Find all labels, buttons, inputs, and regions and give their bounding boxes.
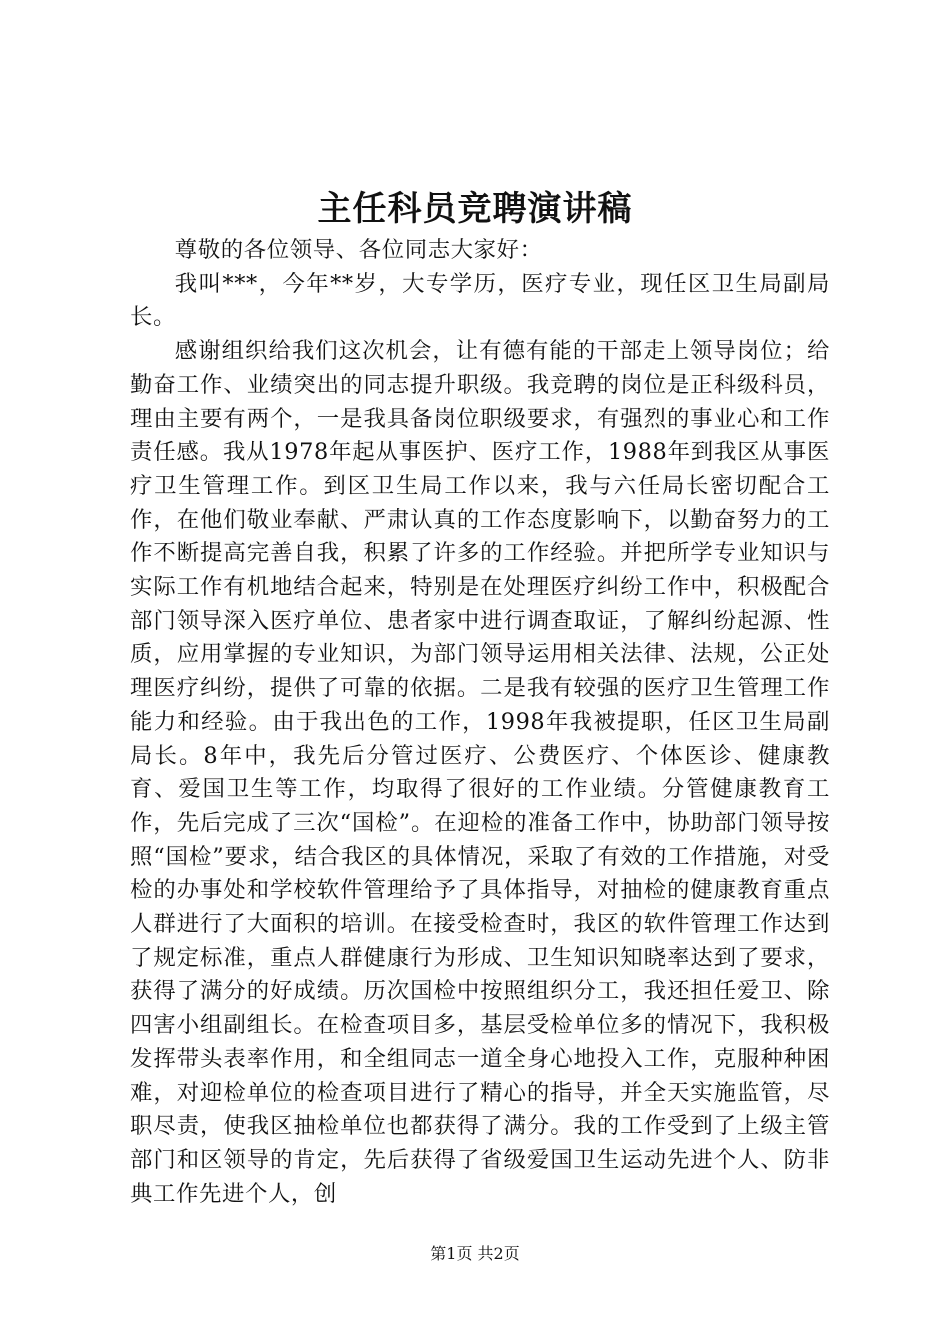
main-paragraph: 感谢组织给我们这次机会，让有德有能的干部走上领导岗位；给勤奋工作、业绩突出的同志提升职级。我竞聘的岗位是正科级科员，理由主要有两个，一是我具备岗位职级要求，有强烈的事业心和工作责任感。我从1978年起从事医护、医疗工作，1988年到我区从事医疗卫生管理工作。到区卫生局工作以来，我与六任局长密切配合工作，在他们敬业奉献、严肃认真的工作态度影响下，以勤奋努力的工作不断提高完善自我，积累了许多的工作经验。并把所学专业知识与实际工作有机地结合起来，特别是在处理医疗纠纷工作中，积极配合部门领导深入医疗单位、患者家中进行调查取证，了解纠纷起源、性质，应用掌握的专业知识，为部门领导运用相关法律、法规，公正处理医疗纠纷，提供了可靠的依据。二是我有较强的医疗卫生管理工作能力和经验。由于我出色的工作，1998年我被提职，任区卫生局副局长。8年中，我先后分管过医疗、公费医疗、个体医诊、健康教育、爱国卫生等工作，均取得了很好的工作业绩。分管健康教育工作，先后完成了三次“国检”。在迎检的准备工作中，协助部门领导按照“国检”要求，结合我区的具体情况，采取了有效的工作措施，对受检的办事处和学校软件管理给予了具体指导，对抽检的健康教育重点人群进行了大面积的培训。在接受检查时，我区的软件管理工作达到了规定标准，重点人群健康行为形成、卫生知识知晓率达到了要求，获得了满分的好成绩。历次国检中按照组织分工，我还担任爱卫、除四害小组副组长。在检查项目多，基层受检单位多的情况下，我积极发挥带头表率作用，和全组同志一道全身心地投入工作，克服种种困难，对迎检单位的检查项目进行了精心的指导，并全天实施监管，尽职尽责，使我区抽检单位也都获得了满分。我的工作受到了上级主管部门和区领导的肯定，先后获得了省级爱国卫生运动先进个人、防非典工作先进个人，创 xyxy=(130,338,830,1207)
greeting-paragraph: 尊敬的各位领导、各位同志大家好： xyxy=(174,237,543,263)
document-body xyxy=(130,234,830,1211)
page-footer: 第1页 共2页 xyxy=(430,1244,520,1263)
document-title: 主任科员竞聘演讲稿 xyxy=(317,189,633,229)
introduction-paragraph: 我叫***，今年**岁，大专学历，医疗专业，现任区卫生局副局长。 xyxy=(130,270,830,331)
